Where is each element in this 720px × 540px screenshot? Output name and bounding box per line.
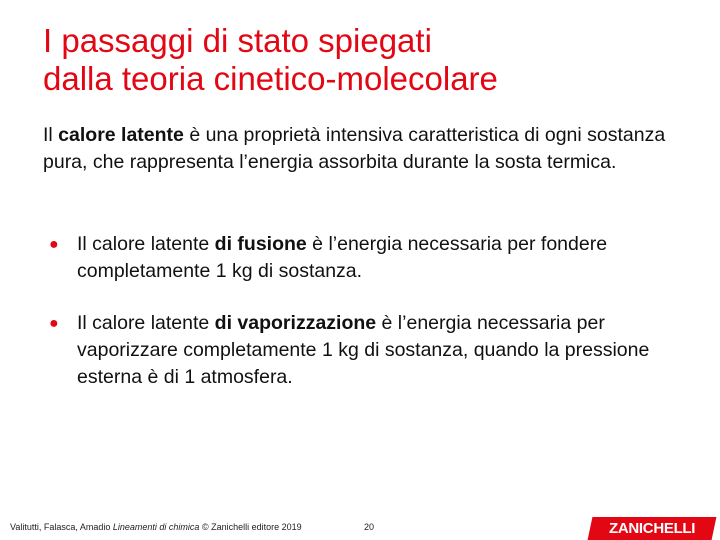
bullet-marker-icon: ●: [49, 315, 59, 332]
publisher-logo: [588, 517, 717, 540]
footer-book-title: Lineamenti di chimica: [112, 522, 200, 532]
intro-text-pre: Il: [43, 124, 59, 146]
logo-text: ZANICHELLI: [608, 520, 696, 537]
page-number: 20: [364, 522, 375, 532]
bullet-text: [77, 310, 689, 391]
bullet-text: [77, 231, 689, 285]
bullet-text-pre: Il calore latente: [77, 233, 215, 255]
intro-paragraph: [43, 122, 693, 176]
bullet-marker-icon: ●: [49, 236, 59, 253]
bullet-text-post: è l’energia necessaria per fondere completamente 1 kg di sostanza.: [77, 233, 608, 282]
intro-text-post: è una proprietà intensiva caratteristica di ogni sostanza pura, che rappresenta l’energia assorbita durante la sosta termica.: [43, 124, 666, 173]
bullet-text-bold: di vaporizzazione: [214, 312, 377, 334]
slide-title: [43, 22, 683, 98]
bullet-text-pre: Il calore latente: [77, 312, 215, 334]
intro-text-bold: calore latente: [58, 124, 184, 146]
bullet-item-fusion: [49, 231, 689, 285]
title-line-2: dalla teoria cinetico-molecolare: [43, 60, 498, 97]
footer-credits: [10, 522, 302, 532]
title-line-1: I passaggi di stato spiegati: [43, 22, 432, 59]
bullet-text-bold: di fusione: [214, 233, 307, 255]
footer-publisher: © Zanichelli editore 2019: [199, 522, 302, 532]
bullet-text-post: è l’energia necessaria per vaporizzare completamente 1 kg di sostanza, quando la pressione esterna è di 1 atmosfera.: [77, 312, 650, 388]
bullet-item-vaporization: [49, 310, 689, 391]
footer-authors: Valitutti, Falasca, Amadio: [10, 522, 113, 532]
